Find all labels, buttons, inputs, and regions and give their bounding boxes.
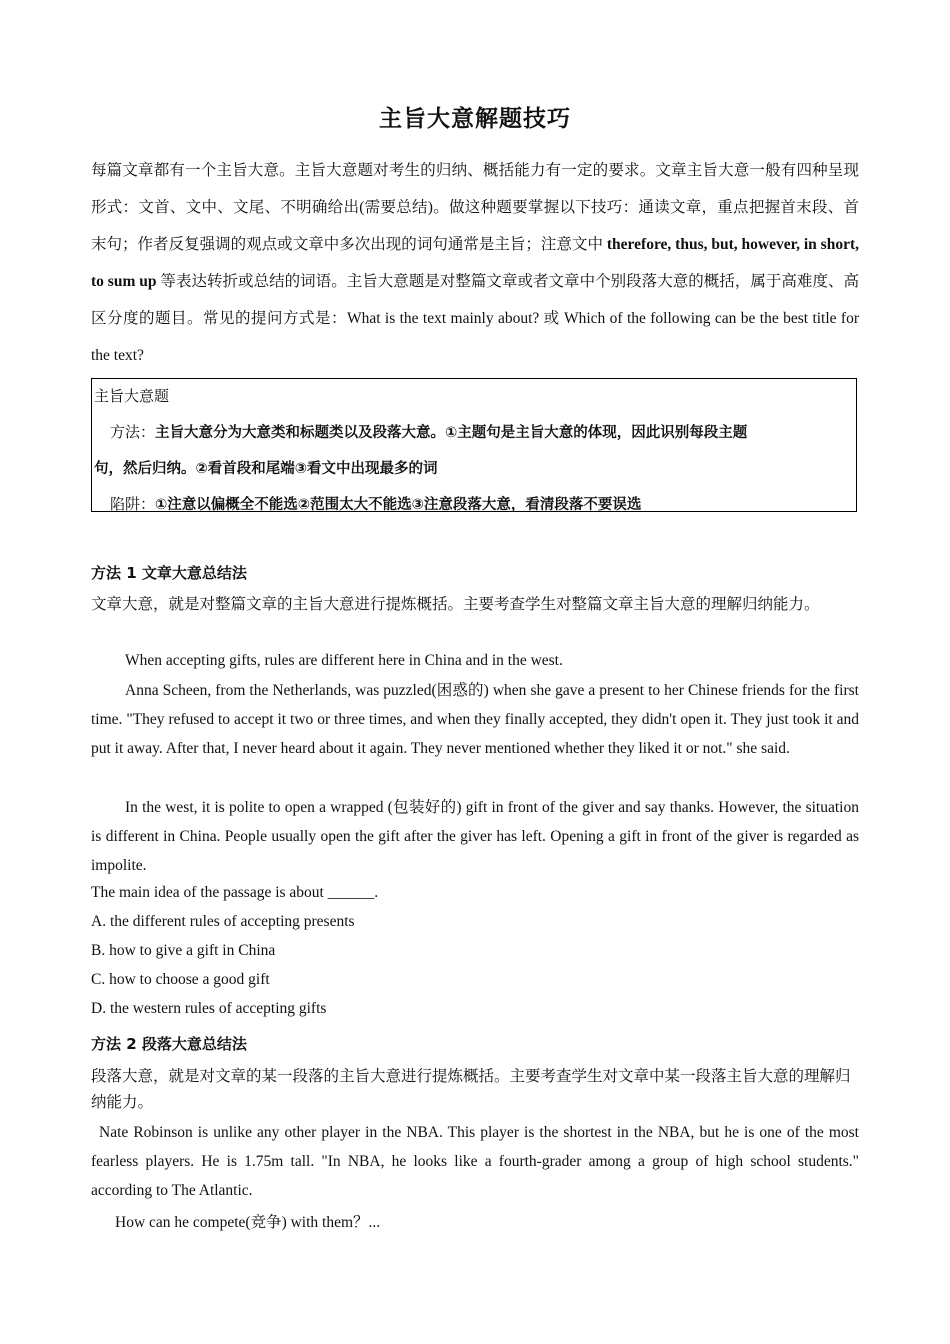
tips-method-text1: 主旨大意分为大意类和标题类以及段落大意。①主题句是主旨大意的体现，因此识别每段主题	[155, 425, 748, 441]
method1-description: 文章大意，就是对整篇文章的主旨大意进行提炼概括。主要考查学生对整篇文章主旨大意的理解归纳能力。	[91, 596, 820, 613]
method2-passage-p1: Nate Robinson is unlike any other player in the NBA. This player is the shortest in the NBA, but he is one of the most fearless players. He is 1.75m tall. "In NBA, he looks like a fourth-grader among a group of high school students." according to The Atlantic.	[91, 1124, 859, 1199]
method2-heading: 方法 2 段落大意总结法	[91, 1035, 247, 1053]
option-a: A. the different rules of accepting presents	[91, 913, 355, 930]
intro-bold-words: therefore, thus, but, however, in short, to sum up	[91, 236, 859, 290]
intro-text-part1: 每篇文章都有一个主旨大意。主旨大意题对考生的归纳、概括能力有一定的要求。文章主旨大意一般有四种呈现形式：文首、文中、文尾、不明确给出(需要总结)。做这种题要掌握以下技巧：通读文章，重点把握首末段、首末句；作者反复强调的观点或文章中多次出现的词句通常是主旨；注意文中	[91, 162, 859, 253]
method2-passage-p2: How can he compete(竞争) with them？...	[115, 1214, 381, 1231]
method1-question: The main idea of the passage is about ______.	[91, 884, 379, 901]
tips-box-heading: 主旨大意题	[94, 389, 170, 405]
intro-paragraph	[91, 152, 859, 374]
method1-passage-p2: Anna Scheen, from the Netherlands, was puzzled(困惑的) when she gave a present to her Chinese friends for the first time. "They refused to accept it two or three times, and when they finally accepted, they didn't open it. They just took it and put it away. After that, I never heard about it again. They never mentioned whether they liked it or not." she said.	[91, 682, 859, 757]
page-title: 主旨大意解题技巧	[379, 106, 571, 132]
method1-passage-p3: In the west, it is polite to open a wrapped (包装好的) gift in front of the giver and say thanks. However, the situation is different in China. People usually open the gift after the giver has left. Opening a gift in front of the giver is regarded as impolite.	[91, 799, 859, 874]
method2-description: 段落大意，就是对文章的某一段落的主旨大意进行提炼概括。主要考查学生对文章中某一段落主旨大意的理解归纳能力。	[91, 1068, 851, 1111]
method1-heading: 方法 1 文章大意总结法	[91, 564, 247, 582]
option-c: C. how to choose a good gift	[91, 971, 270, 988]
tips-box	[91, 378, 857, 512]
intro-text-part2: 等表达转折或总结的词语。主旨大意题是对整篇文章或者文章中个别段落大意的概括，属于高难度、高区分度的题目。常见的提问方式是：What is the text mainly about? 或 Which of the following can be the best title for the text?	[91, 273, 859, 364]
tips-trap-line	[94, 487, 854, 523]
option-b: B. how to give a gift in China	[91, 942, 276, 959]
tips-method-line2	[94, 451, 854, 487]
tips-method-label: 方法：	[110, 425, 156, 441]
tips-method-line1	[94, 415, 854, 451]
option-d: D. the western rules of accepting gifts	[91, 1000, 327, 1017]
tips-trap-label: 陷阱：	[110, 497, 156, 513]
method1-passage-p1: When accepting gifts, rules are different here in China and in the west.	[125, 652, 563, 669]
tips-trap-text: ①注意以偏概全不能选②范围太大不能选③注意段落大意，看清段落不要误选	[155, 497, 642, 513]
tips-method-text2: 句，然后归纳。②看首段和尾端③看文中出现最多的词	[94, 461, 438, 477]
